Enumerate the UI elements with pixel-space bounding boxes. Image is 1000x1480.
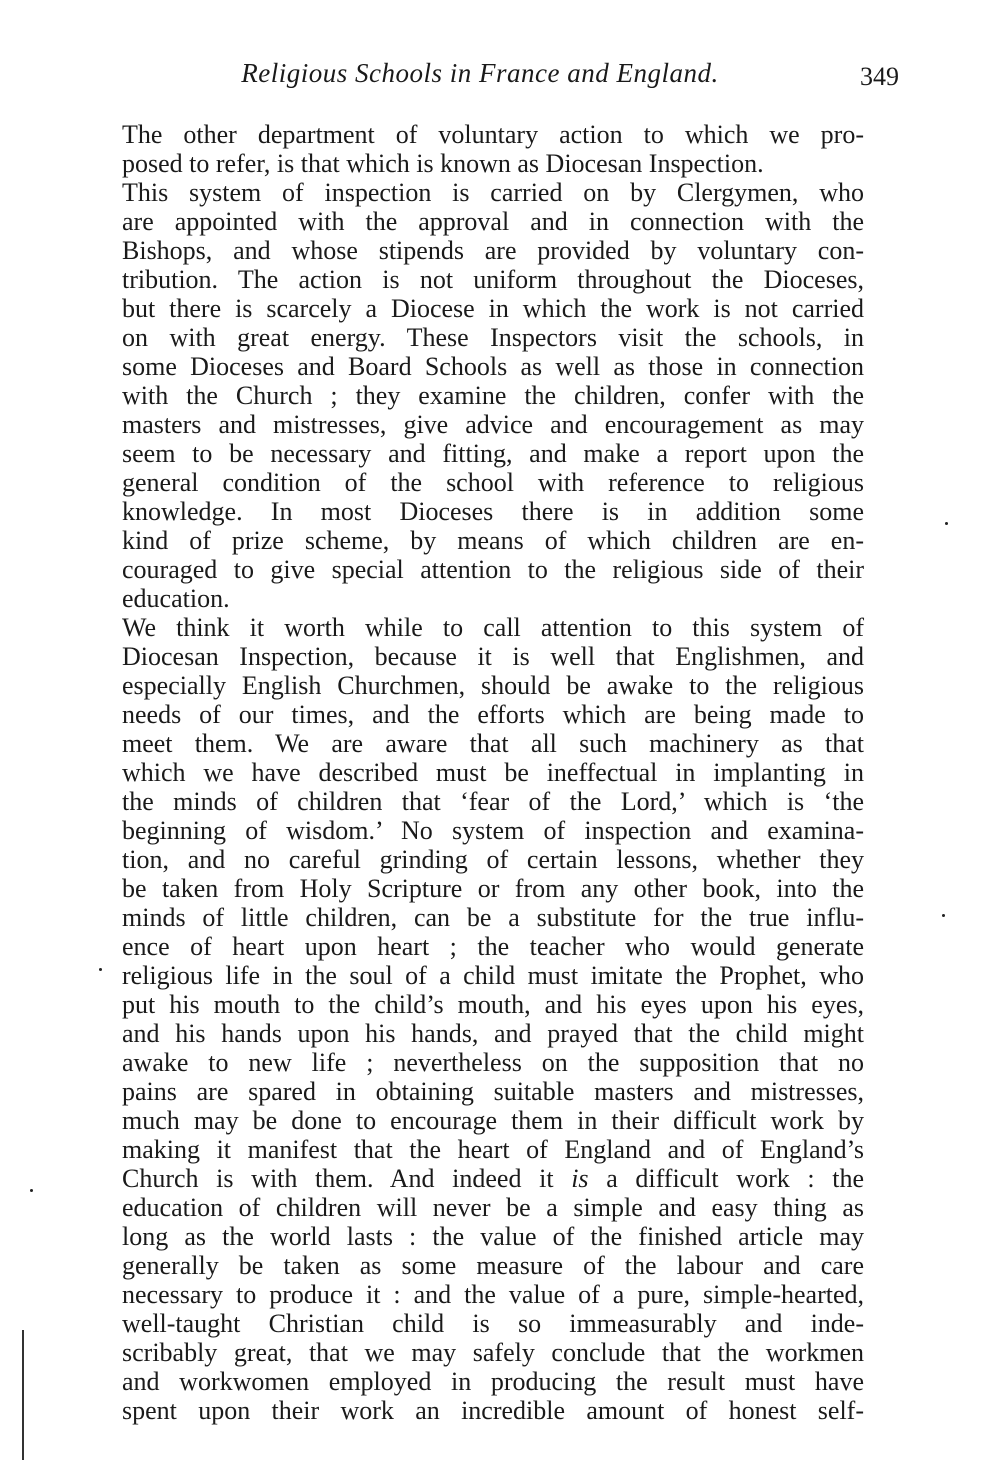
text-line-content: making it manifest that the heart of England and of England’s (122, 1135, 864, 1164)
text-line-content: generally be taken as some measure of the labour and care (122, 1251, 864, 1280)
text-line-content: Bishops, and whose stipends are provided by voluntary con- (122, 236, 864, 265)
text-line-content: spent upon their work an incredible amount of honest self- (122, 1396, 864, 1425)
text-line (122, 816, 864, 845)
text-line (122, 787, 864, 816)
text-line (122, 497, 864, 526)
text-line-content: well-taught Christian child is so immeasurably and inde- (122, 1309, 864, 1338)
text-line-content: are appointed with the approval and in connection with the (122, 207, 864, 236)
text-line-content: pains are spared in obtaining suitable masters and mistresses, (122, 1077, 864, 1106)
text-line (122, 265, 864, 294)
text-line-content: awake to new life ; nevertheless on the supposition that no (122, 1048, 864, 1077)
text-line (122, 1106, 864, 1135)
page-number: 349 (860, 62, 899, 91)
text-line-content: and workwomen employed in producing the result must have (122, 1367, 864, 1396)
text-line-content: This system of inspection is carried on by Clergymen, who (122, 178, 864, 207)
text-segment: Church is with them. And indeed it (122, 1164, 572, 1193)
text-line-content (122, 1164, 864, 1193)
scan-speck (99, 968, 102, 971)
italic-emphasis: is (571, 1164, 589, 1193)
text-line (122, 207, 864, 236)
text-line (122, 149, 864, 178)
text-line (122, 613, 864, 642)
text-line-content: needs of our times, and the efforts which are being made to (122, 700, 864, 729)
text-line (122, 845, 864, 874)
text-line-content: with the Church ; they examine the children, confer with the (122, 381, 864, 410)
text-line (122, 1367, 864, 1396)
text-line-content: be taken from Holy Scripture or from any other book, into the (122, 874, 864, 903)
text-line-content: tribution. The action is not uniform throughout the Dioceses, (122, 265, 864, 294)
text-line (122, 584, 864, 613)
text-line (122, 1396, 864, 1425)
text-line (122, 758, 864, 787)
text-line (122, 1048, 864, 1077)
scan-speck (945, 522, 948, 525)
text-line (122, 381, 864, 410)
text-line-content: and his hands upon his hands, and prayed that the child might (122, 1019, 864, 1048)
scan-speck (942, 914, 945, 917)
text-line (122, 1164, 864, 1193)
text-line-content: ence of heart upon heart ; the teacher who would generate (122, 932, 864, 961)
text-line-content: minds of little children, can be a substitute for the true influ- (122, 903, 864, 932)
text-line (122, 555, 864, 584)
text-line (122, 178, 864, 207)
text-line (122, 1019, 864, 1048)
text-line-content: The other department of voluntary action to which we pro- (122, 120, 864, 149)
text-line (122, 1309, 864, 1338)
text-line (122, 1222, 864, 1251)
text-line (122, 1338, 864, 1367)
text-line-content: tion, and no careful grinding of certain lessons, whether they (122, 845, 864, 874)
text-line (122, 120, 864, 149)
body-text (122, 120, 864, 1425)
text-segment: a difficult work : the (588, 1164, 865, 1193)
text-line (122, 874, 864, 903)
text-line-content: masters and mistresses, give advice and encouragement as may (122, 410, 864, 439)
text-line (122, 1077, 864, 1106)
text-line (122, 903, 864, 932)
text-line (122, 526, 864, 555)
text-line (122, 323, 864, 352)
text-line (122, 700, 864, 729)
text-line (122, 1251, 864, 1280)
scan-edge-line (22, 1330, 24, 1460)
text-line-content: knowledge. In most Dioceses there is in addition some (122, 497, 864, 526)
text-line-content: put his mouth to the child’s mouth, and his eyes upon his eyes, (122, 990, 864, 1019)
text-line-content: especially English Churchmen, should be awake to the religious (122, 671, 864, 700)
text-line-content: beginning of wisdom.’ No system of inspection and examina- (122, 816, 864, 845)
text-line-content: couraged to give special attention to the religious side of their (122, 555, 864, 584)
scan-speck (30, 1189, 33, 1192)
text-line-content: the minds of children that ‘fear of the Lord,’ which is ‘the (122, 787, 864, 816)
text-line-content: Diocesan Inspection, because it is well that Englishmen, and (122, 642, 864, 671)
text-line-content: on with great energy. These Inspectors visit the schools, in (122, 323, 864, 352)
text-line (122, 1135, 864, 1164)
text-line-content: education. (122, 584, 230, 613)
running-title: Religious Schools in France and England. (241, 58, 719, 88)
text-line (122, 1193, 864, 1222)
text-line-content: seem to be necessary and fitting, and make a report upon the (122, 439, 864, 468)
text-line-content: religious life in the soul of a child must imitate the Prophet, who (122, 961, 864, 990)
text-line (122, 468, 864, 497)
text-line (122, 236, 864, 265)
text-line (122, 642, 864, 671)
text-line-content: much may be done to encourage them in their difficult work by (122, 1106, 864, 1135)
text-line-content: We think it worth while to call attention to this system of (122, 613, 864, 642)
text-line-content: some Dioceses and Board Schools as well as those in connection (122, 352, 864, 381)
text-line (122, 294, 864, 323)
text-line-content: general condition of the school with reference to religious (122, 468, 864, 497)
text-line (122, 932, 864, 961)
text-line (122, 961, 864, 990)
text-line-content: scribably great, that we may safely conclude that the workmen (122, 1338, 864, 1367)
text-line (122, 352, 864, 381)
text-line-content: kind of prize scheme, by means of which children are en- (122, 526, 864, 555)
text-line (122, 410, 864, 439)
text-line (122, 1280, 864, 1309)
text-line-content: long as the world lasts : the value of the finished article may (122, 1222, 864, 1251)
text-line-content: meet them. We are aware that all such machinery as that (122, 729, 864, 758)
text-line-content: but there is scarcely a Diocese in which the work is not carried (122, 294, 864, 323)
text-line-content: posed to refer, is that which is known as Diocesan Inspection. (122, 149, 764, 178)
text-line (122, 990, 864, 1019)
text-line-content: which we have described must be ineffectual in implanting in (122, 758, 864, 787)
text-line (122, 439, 864, 468)
text-line (122, 729, 864, 758)
text-line (122, 671, 864, 700)
text-line-content: education of children will never be a simple and easy thing as (122, 1193, 864, 1222)
text-line-content: necessary to produce it : and the value of a pure, simple-hearted, (122, 1280, 864, 1309)
